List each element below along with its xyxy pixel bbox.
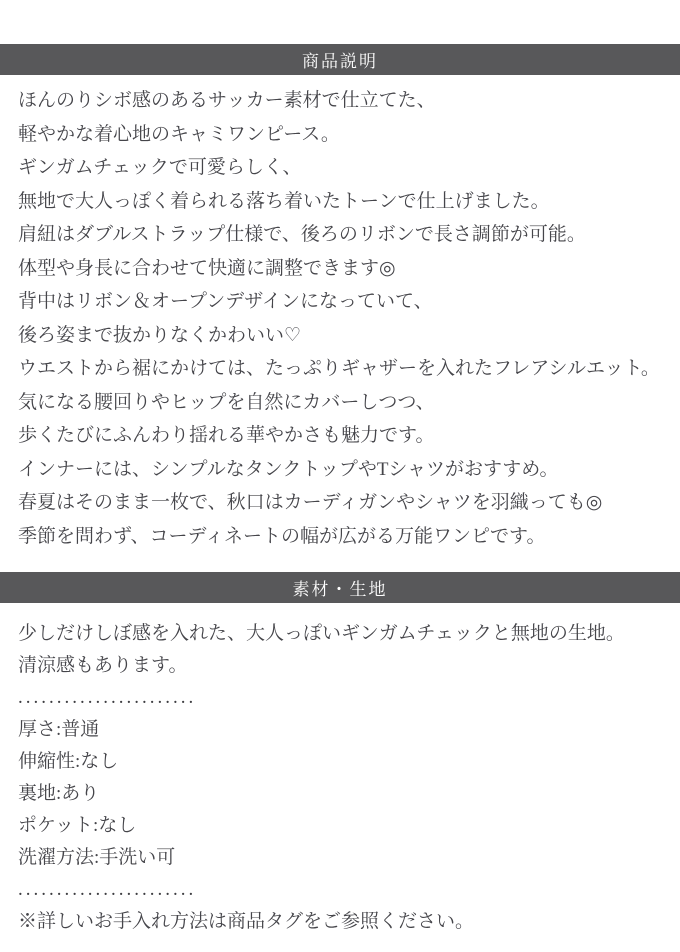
material-line: 清涼感もあります。 — [18, 655, 188, 676]
material-spec-pocket: ポケット:なし — [18, 815, 137, 836]
description-line: 後ろ姿まで抜かりなくかわいい♡ — [18, 324, 302, 346]
top-spacer — [0, 0, 680, 44]
description-line: ほんのりシボ感のあるサッカー素材で仕立てた、 — [18, 90, 436, 111]
section-title: 商品説明 — [302, 52, 378, 71]
description-line: 無地で大人っぽく着られる落ち着いたトーンで仕上げました。 — [18, 190, 550, 212]
description-line: インナーには、シンプルなタンクトップやTシャツがおすすめ。 — [18, 458, 559, 480]
description-line: 背中はリボン＆オープンデザインになっていて、 — [18, 291, 433, 312]
dotted-divider: ....................... — [18, 687, 197, 708]
material-spec-thickness: 厚さ:普通 — [18, 719, 100, 740]
material-spec-stretch: 伸縮性:なし — [18, 751, 119, 772]
dotted-divider: ....................... — [18, 879, 197, 900]
description-line: 肩紐はダブルストラップ仕様で、後ろのリボンで長さ調節が可能。 — [18, 224, 586, 245]
material-spec-washing: 洗濯方法:手洗い可 — [18, 847, 176, 868]
section-title: 素材・生地 — [292, 580, 388, 599]
material-fabric-body — [0, 603, 680, 938]
product-description-body — [0, 75, 680, 572]
care-note: ※詳しいお手入れ方法は商品タグをご参照ください。 — [18, 911, 475, 932]
section-header-material-fabric — [0, 572, 680, 603]
section-header-product-description — [0, 44, 680, 75]
material-spec-lining: 裏地:あり — [18, 783, 100, 804]
description-line: 体型や身長に合わせて快適に調整できます◎ — [18, 257, 396, 279]
description-line: ウエストから裾にかけては、たっぷりギャザーを入れたフレアシルエット。 — [18, 358, 660, 379]
description-line: ギンガムチェックで可愛らしく、 — [18, 157, 302, 178]
material-line: 少しだけしぼ感を入れた、大人っぽいギンガムチェックと無地の生地。 — [18, 623, 625, 644]
description-line: 気になる腰回りやヒップを自然にカバーしつつ、 — [18, 391, 435, 413]
description-line: 歩くたびにふんわり揺れる華やかさも魅力です。 — [18, 425, 435, 446]
description-line: 軽やかな着心地のキャミワンピース。 — [18, 123, 340, 145]
description-line: 季節を問わず、コーディネートの幅が広がる万能ワンピです。 — [18, 525, 546, 547]
description-line: 春夏はそのまま一枚で、秋口はカーディガンやシャツを羽織っても◎ — [18, 492, 603, 513]
